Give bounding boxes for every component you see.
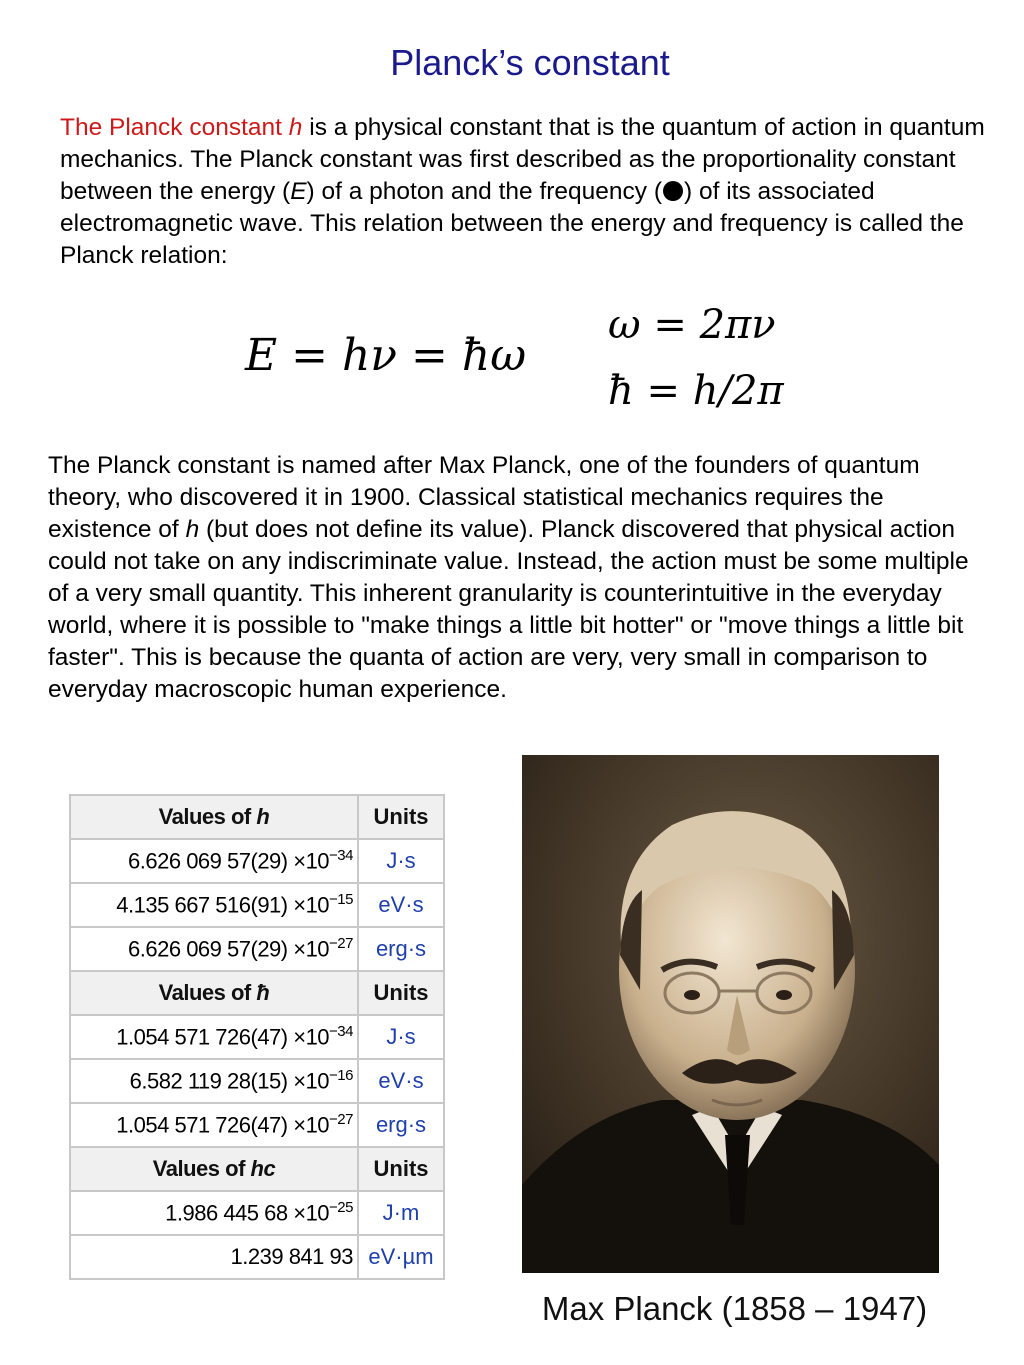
h-values-header-row <box>70 795 444 839</box>
unit-cell: erg·s <box>358 927 444 971</box>
values-header-cell <box>70 795 358 839</box>
unit-cell: eV·s <box>358 1059 444 1103</box>
value-exponent: −34 <box>329 1023 353 1041</box>
frequency-symbol-dot <box>663 181 683 201</box>
value-mantissa: 1.986 445 68 ×10 <box>165 1200 330 1226</box>
table-row <box>70 883 444 927</box>
table-row <box>70 839 444 883</box>
intro-energy-symbol: E <box>290 178 307 205</box>
table-row <box>70 1015 444 1059</box>
intro-red-lead: The Planck constant <box>60 114 289 141</box>
units-header-cell: Units <box>358 971 444 1015</box>
unit-cell: erg·s <box>358 1103 444 1147</box>
portrait-caption: Max Planck (1858 – 1947) <box>541 1290 928 1327</box>
values-header-symbol: h <box>256 804 270 829</box>
value-exponent: −27 <box>329 935 353 953</box>
unit-cell: J·s <box>358 839 444 883</box>
value-cell <box>70 1191 358 1235</box>
intro-red-symbol: h <box>288 114 303 141</box>
value-exponent: −27 <box>329 1111 353 1129</box>
value-cell <box>70 1103 358 1147</box>
unit-cell: J·s <box>358 1015 444 1059</box>
values-header-symbol: hc <box>250 1156 276 1181</box>
table-row <box>70 1191 444 1235</box>
value-exponent: −25 <box>329 1199 353 1217</box>
omega-equation: ω = 2πν <box>608 302 776 348</box>
hbar-values-header-row <box>70 971 444 1015</box>
values-header-cell <box>70 1147 358 1191</box>
value-exponent: −34 <box>329 847 353 865</box>
value-mantissa: 6.626 069 57(29) ×10 <box>128 848 330 874</box>
value-mantissa: 4.135 667 516(91) ×10 <box>116 892 330 918</box>
value-mantissa: 1.054 571 726(47) ×10 <box>116 1024 330 1050</box>
value-mantissa: 1.239 841 93 <box>230 1244 353 1269</box>
value-cell <box>70 927 358 971</box>
value-mantissa: 1.054 571 726(47) ×10 <box>116 1112 330 1138</box>
values-table <box>69 794 445 1280</box>
table-row <box>70 1103 444 1147</box>
page-title: Planck’s constant <box>390 42 670 83</box>
values-header-symbol: ħ <box>256 980 270 1005</box>
table-row <box>70 1059 444 1103</box>
body-paragraph <box>48 450 988 706</box>
table-row <box>70 927 444 971</box>
planck-relation-equation: E = hν = ħω <box>245 330 527 381</box>
value-mantissa: 6.626 069 57(29) ×10 <box>128 936 330 962</box>
intro-text-1: is a physical constant that is the quantum of action in quantum mechanics. The Planck constant was first described as the proportionality constant between the energy ( <box>60 114 985 205</box>
unit-cell: J·m <box>358 1191 444 1235</box>
value-mantissa: 6.582 119 28(15) ×10 <box>129 1068 330 1094</box>
hc-values-header-row <box>70 1147 444 1191</box>
hbar-equation: ħ = h/2π <box>608 368 784 414</box>
body-h-symbol: h <box>185 516 200 543</box>
body-text-2: (but does not define its value). Planck discovered that physical action could not take on any indiscriminate value. Instead, the action must be some multiple of a very small quantity. This inherent granularity is counterintuitive in the everyday world, where it is possible to "make things a little bit hotter" or "move things a little bit faster". This is because the quanta of action are very, very small in comparison to everyday macroscopic human experience. <box>48 516 969 703</box>
values-header-label: Values of <box>158 804 257 829</box>
max-planck-portrait <box>522 755 939 1273</box>
unit-cell: eV·µm <box>358 1235 444 1279</box>
intro-paragraph <box>60 112 990 272</box>
value-exponent: −15 <box>329 891 353 909</box>
value-cell <box>70 883 358 927</box>
value-cell <box>70 839 358 883</box>
table-row <box>70 1235 444 1279</box>
unit-cell: eV·s <box>358 883 444 927</box>
value-cell <box>70 1059 358 1103</box>
intro-text-3: ) of its associated electromagnetic wave. This relation between the energy and frequency is called the Planck relation: <box>60 178 964 269</box>
value-cell <box>70 1015 358 1059</box>
portrait-image <box>522 755 939 1273</box>
value-exponent: −16 <box>329 1067 353 1085</box>
units-header-cell: Units <box>358 1147 444 1191</box>
intro-text-2: ) of a photon and the frequency ( <box>306 178 663 205</box>
values-header-label: Values of <box>158 980 257 1005</box>
value-cell <box>70 1235 358 1279</box>
body-text-1: The Planck constant is named after Max Planck, one of the founders of quantum theory, who discovered it in 1900. Classical statistical mechanics requires the existence of <box>48 452 920 543</box>
values-header-cell <box>70 971 358 1015</box>
values-header-label: Values of <box>152 1156 251 1181</box>
units-header-cell: Units <box>358 795 444 839</box>
